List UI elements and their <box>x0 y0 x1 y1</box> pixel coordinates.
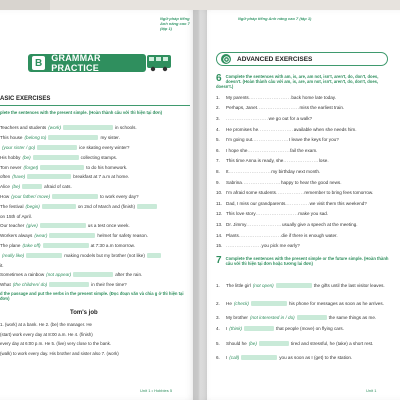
exercise-7-lines <box>216 276 394 363</box>
exercise-line: What (the children/ do) in their free time? <box>0 282 127 288</box>
section-letter-badge: B <box>32 56 45 70</box>
answer-blank[interactable] <box>52 194 98 199</box>
exercise-7-instruction <box>216 256 394 266</box>
story-line: (walk) to work every day. His brother and sister also 7. (work) <box>0 350 119 356</box>
exercise-2-instruction: d the passage and put the verbs in the present simple. (Đọc đoạn văn và chia g ở thì hiện tại đơn) <box>0 291 184 301</box>
exercise-line: 4. I (think) that people (move) on flying cars. <box>216 326 344 331</box>
exercise-line: 6. I (call) you as soon as I (get) to the station. <box>216 355 353 360</box>
exercise-7-text: Complete the sentences with the present simple or the future simple. (Hoàn thành câu với thì hiện tại đơn hoặc tương lai đơn) <box>225 256 389 267</box>
answer-blank[interactable] <box>276 283 312 288</box>
target-icon <box>221 54 231 64</box>
exercise-line: 14. Plants ........................ die if there is enough water. <box>216 232 338 238</box>
basic-exercises-heading: ASIC EXERCISES <box>0 96 51 102</box>
answer-blank[interactable] <box>33 155 79 160</box>
answer-blank[interactable] <box>297 315 327 320</box>
exercise-line: Tom never (forget) to do his homework. <box>0 164 128 170</box>
right-page <box>198 10 400 400</box>
exercise-line: 8. It ........................ my birthday next month. <box>216 168 321 174</box>
grammar-practice-banner <box>28 54 146 72</box>
answer-blank[interactable] <box>259 341 289 346</box>
left-page-footer: Unit 1 • Hobbies 5 <box>140 388 173 393</box>
exercise-line: 2. Perhaps, Janet ........................ miss the earliest train. <box>216 105 345 111</box>
exercise-line: Teachers and students (work) in schools. <box>0 125 137 131</box>
answer-blank[interactable] <box>137 204 157 209</box>
left-page <box>0 10 198 400</box>
exercise-line: (really like) making models but my brother (not like) <box>0 250 190 260</box>
exercise-7-number: 7 <box>216 255 222 266</box>
exercise-1-instruction: plete the sentences with the present simple. (Hoàn thành câu với thì hiện tại đơn) <box>0 110 163 115</box>
advanced-exercises-header <box>216 52 388 66</box>
exercise-line: 1. My parents ........................ back home late today. <box>216 94 336 100</box>
story-line: every day at 6:00 p.m. He 5. (live) very close to the bank. <box>0 341 112 347</box>
banner-title: GRAMMAR PRACTICE <box>51 53 101 73</box>
answer-blank[interactable] <box>244 326 274 331</box>
exercise-line: 5. I'm going out. .................... I leave the keys for you? <box>216 137 339 143</box>
left-running-head: Ngữ pháp tiếng Anh nâng cao 7 (tập 1) <box>160 16 190 31</box>
exercise-line: Our teacher (give) us a test once week. <box>0 223 130 229</box>
exercise-line: 1. The little girl (not open) the gifts until the last visitor leaves. <box>216 282 385 288</box>
story-passage <box>0 320 190 358</box>
answer-blank[interactable] <box>63 125 113 130</box>
exercise-6-instruction <box>216 74 394 90</box>
exercise-1-lines <box>0 123 190 290</box>
answer-blank[interactable] <box>49 233 95 238</box>
exercise-line: His hobby (be) collecting stamps. <box>0 154 118 160</box>
exercise-line: 6. I hope she ........................ fail the exam. <box>216 147 318 153</box>
exercise-line: Workers always (wear) helmet for safety reason. <box>0 233 148 239</box>
exercise-line: 2. He (check) his phone for messages as soon as he arrives. <box>216 300 384 306</box>
section-divider <box>0 105 190 106</box>
exercise-6-number: 6 <box>216 73 222 84</box>
answer-blank[interactable] <box>27 174 71 179</box>
exercise-line: 10. I'm afraid some students ................ remember to bring fees tomorrow. <box>216 190 374 196</box>
exercise-line: 11. Dad, I miss our grandparents. ............. we visit them this weekend? <box>216 200 367 206</box>
exercise-line: 15. .................... you pick me early? <box>216 243 300 249</box>
exercise-line: How (your father/ move) to work every day? <box>0 193 139 199</box>
exercise-6-text: Complete the sentences with am, is, are, am not, isn't, aren't, do, don't, does, doesn't. (Hoàn thành câu với am, is, are, am not, isn't, aren't, do, don't, does, doesn't.) <box>216 74 379 90</box>
story-title: Tom's job <box>70 310 98 316</box>
exercise-line: 4. He promises he .................... available when she needs him. <box>216 126 357 132</box>
exercise-line: This house (belong to) my sister. <box>0 135 120 141</box>
answer-blank[interactable] <box>241 355 277 360</box>
open-book <box>0 10 400 400</box>
exercise-line: 9. Sabrina ...................... happy to hear the good news. <box>216 179 342 185</box>
story-line: (start) work every day at 8:00 a.m. He 4. (finish) <box>0 331 93 337</box>
answer-blank[interactable] <box>26 253 62 258</box>
exercise-line: 3. ........................ we go out for a walk? <box>216 115 313 121</box>
exercise-line: The festival (begin) on 2nd of March and (finish) <box>0 201 190 211</box>
bus-icon <box>146 52 172 72</box>
answer-blank[interactable] <box>49 282 89 287</box>
answer-blank[interactable] <box>147 253 161 258</box>
exercise-line: 5. Should he (be) tired and stressful, he (take) a short rest. <box>216 340 374 346</box>
answer-blank[interactable] <box>37 145 77 150</box>
story-line: 1. (work) at a bank. He 2. (be) the manager. He <box>0 322 93 328</box>
answer-blank[interactable] <box>43 243 89 248</box>
right-running-head: Ngữ pháp tiếng Anh nâng cao 7 (tập 1) <box>238 16 312 21</box>
right-page-footer: Unit 1 <box>366 388 377 393</box>
answer-blank[interactable] <box>42 204 76 209</box>
answer-blank[interactable] <box>251 301 287 306</box>
exercise-line: 13. Dr. Jimmy .................... usually give a speech at the meeting. <box>216 221 358 227</box>
exercise-line: Alice (be) afraid of cats. <box>0 184 72 190</box>
exercise-line: it. <box>0 262 4 268</box>
advanced-exercises-title: ADVANCED EXERCISES <box>237 55 313 63</box>
exercise-line: often (have) breakfast at 7 a.m at home. <box>0 174 130 180</box>
answer-blank[interactable] <box>73 272 113 277</box>
answer-blank[interactable] <box>48 135 98 140</box>
answer-blank[interactable] <box>40 165 84 170</box>
exercise-line: Sometimes a rainbow (not appear) after the rain. <box>0 272 143 278</box>
exercise-line: 3. My brother (not interested in / do) the same things as me. <box>216 315 377 320</box>
exercise-line: The plane (take off) at 7:30 a.m tomorrow. <box>0 242 136 248</box>
exercise-line: (your sister / go) ice skating every winter? <box>2 144 130 150</box>
exercise-line: on 15th of April. <box>0 213 32 219</box>
answer-blank[interactable] <box>22 184 42 189</box>
answer-blank[interactable] <box>40 223 86 228</box>
exercise-line: 12. This love story ........................ make you sad. <box>216 211 329 217</box>
exercise-line: 7. This time Anna is ready, she .................... lose. <box>216 158 329 164</box>
exercise-6-lines <box>216 92 394 251</box>
